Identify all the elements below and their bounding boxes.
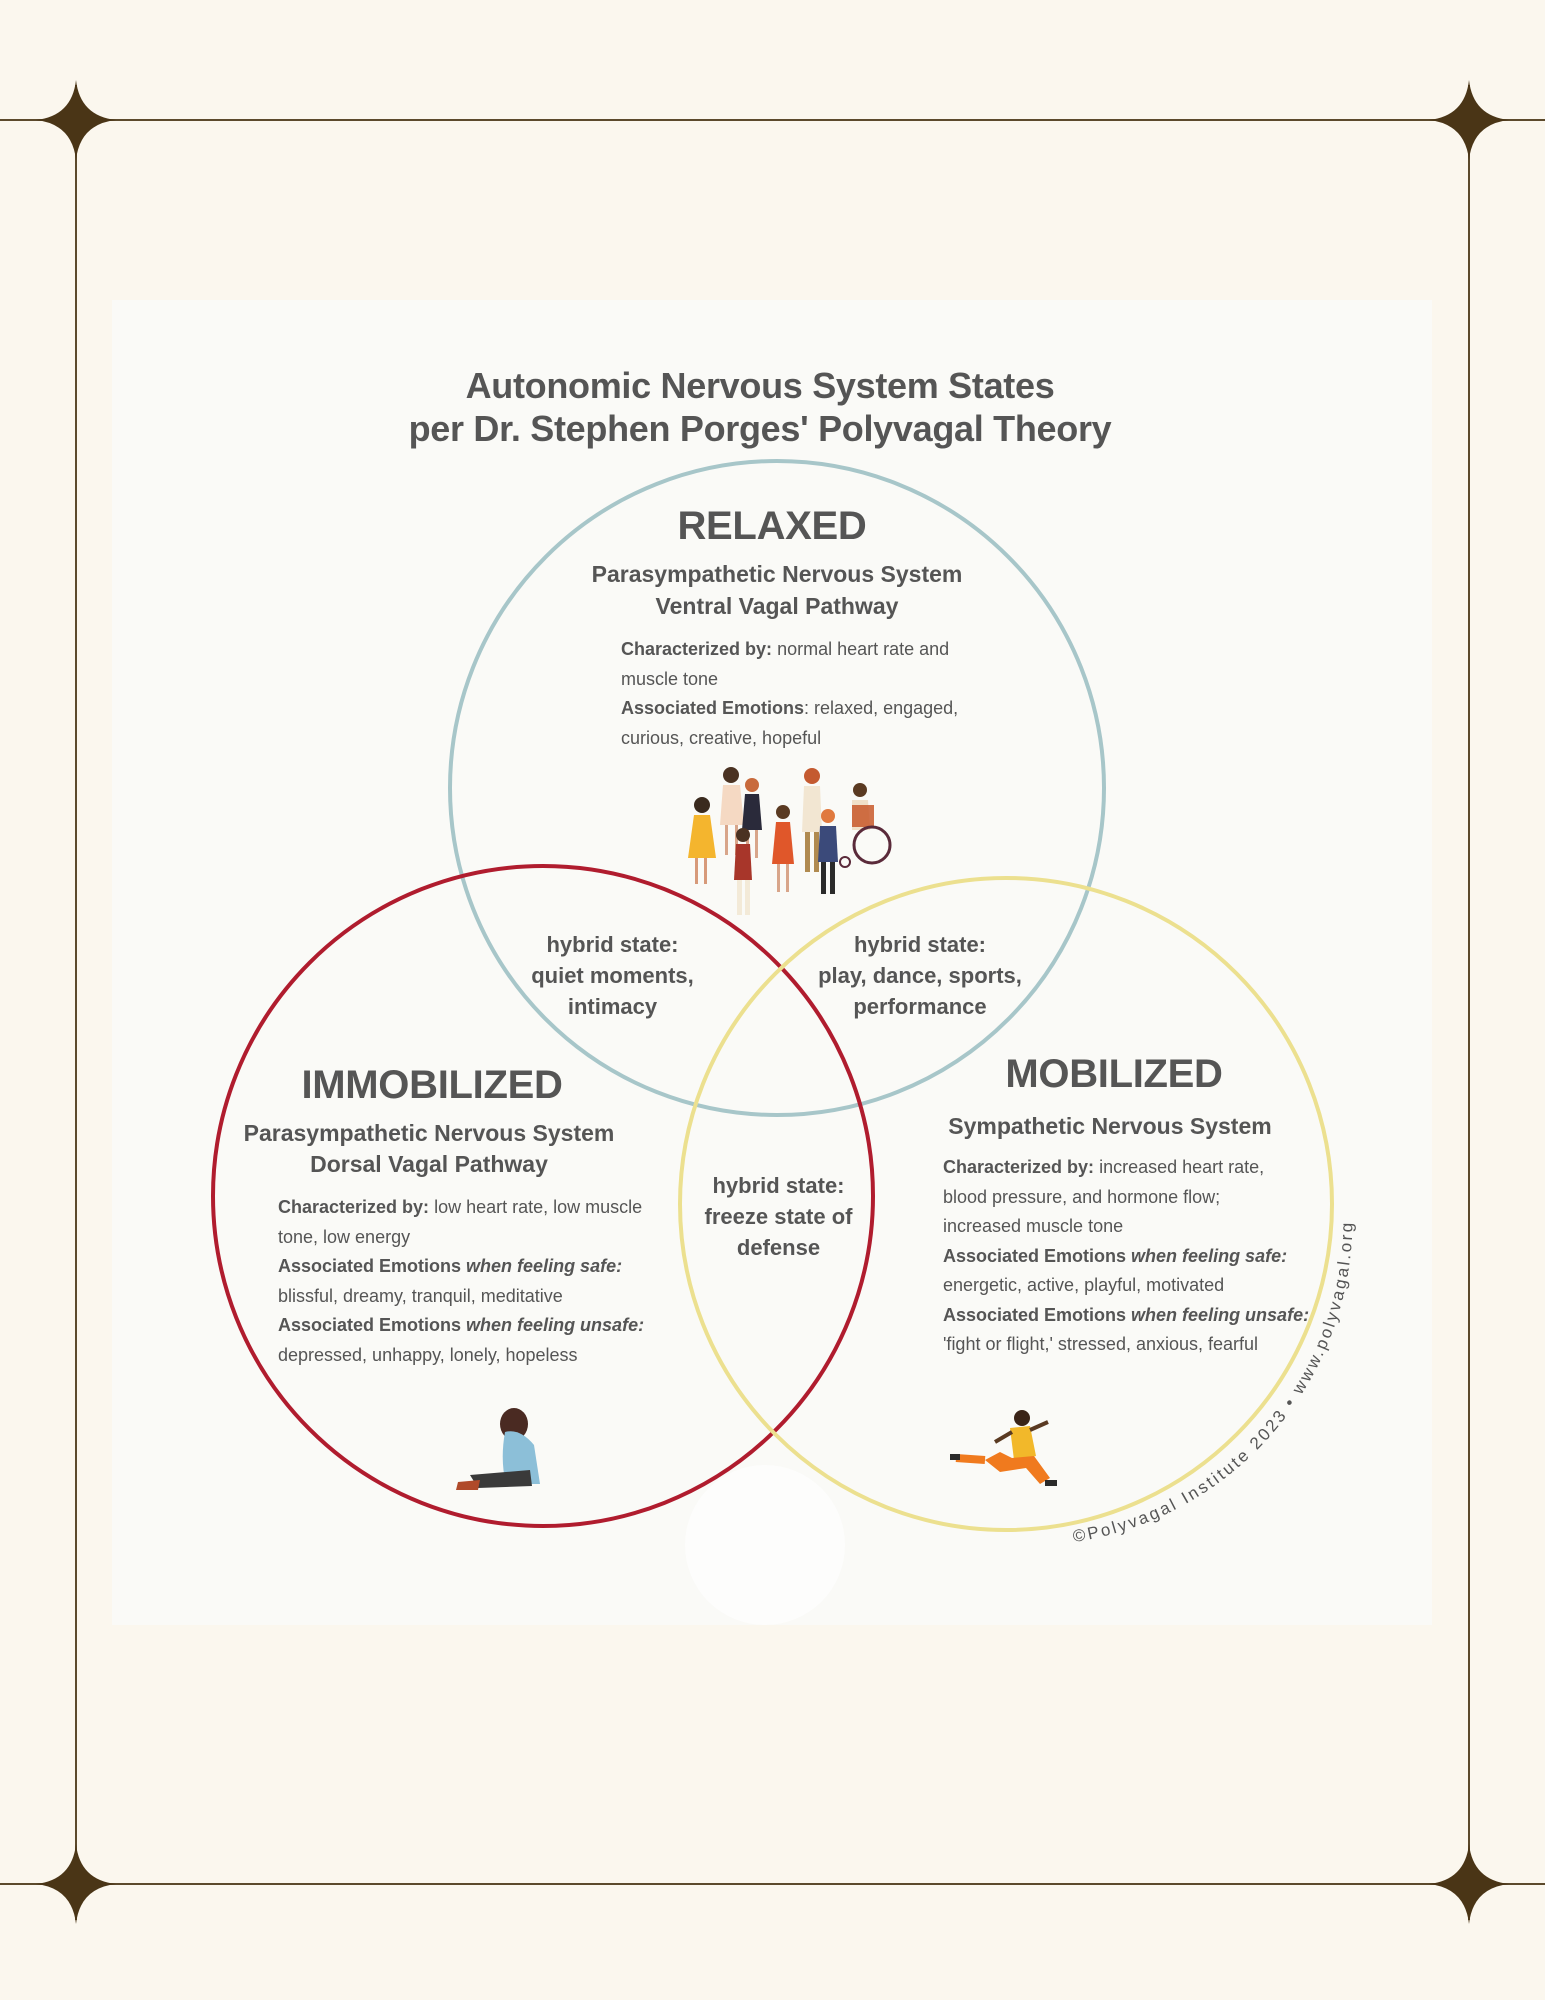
immobilized-emo-unsafe-text: depressed, unhappy, lonely, hopeless: [278, 1344, 578, 1365]
hybrid-bottom-line-1: hybrid state:: [712, 1173, 845, 1198]
mobilized-char-text-3: increased muscle tone: [943, 1216, 1124, 1236]
people-group-illustration: [688, 767, 890, 915]
hybrid-bottom: [676, 1170, 881, 1263]
mobilized-emo-unsafe-italic: when feeling unsafe:: [1131, 1304, 1310, 1325]
page-title-line-1: Autonomic Nervous System States: [465, 365, 1055, 406]
bottom-soft-glow: [685, 1465, 845, 1625]
relaxed-subtitle-2: Ventral Vagal Pathway: [655, 593, 899, 619]
immobilized-char-text-2: tone, low energy: [278, 1226, 411, 1247]
mobilized-emo-unsafe-text: 'fight or flight,' stressed, anxious, fearful: [943, 1334, 1259, 1354]
page-title-line-2: per Dr. Stephen Porges' Polyvagal Theory: [408, 408, 1112, 449]
hybrid-left: [500, 929, 725, 1022]
hybrid-bottom-line-3: defense: [736, 1235, 821, 1260]
relaxed-emo-label: Associated Emotions: [621, 698, 805, 718]
relaxed-description: [621, 635, 1001, 753]
immobilized-subtitle-1: Parasympathetic Nervous System: [243, 1120, 615, 1146]
hybrid-right: [800, 929, 1040, 1022]
mobilized-char-label: Characterized by:: [943, 1157, 1095, 1177]
immobilized-title: IMMOBILIZED: [301, 1063, 563, 1107]
hybrid-right-line-2: play, dance, sports,: [818, 963, 1022, 988]
copyright-textpath: ©Polyvagal Institute 2023 • www.polyvagal.org: [1071, 1220, 1357, 1547]
hybrid-left-line-2: quiet moments,: [531, 963, 694, 988]
mobilized-emo-unsafe-label: Associated Emotions: [943, 1304, 1132, 1325]
hybrid-left-line-3: intimacy: [567, 994, 658, 1019]
hybrid-right-line-1: hybrid state:: [853, 932, 987, 957]
immobilized-char-label: Characterized by:: [278, 1197, 430, 1217]
relaxed-title: RELAXED: [677, 504, 867, 548]
relaxed-emo-text-1: : relaxed, engaged,: [804, 698, 959, 718]
relaxed-char-label: Characterized by:: [621, 639, 773, 659]
running-person-illustration: [950, 1410, 1057, 1486]
mobilized-title: MOBILIZED: [1005, 1052, 1223, 1096]
mobilized-description: [943, 1153, 1343, 1360]
sitting-person-illustration: [456, 1408, 540, 1490]
immobilized-emo-unsafe-label: Associated Emotions: [278, 1315, 467, 1335]
relaxed-emo-text-2: curious, creative, hopeful: [621, 727, 822, 748]
mobilized-char-text-2: blood pressure, and hormone flow;: [943, 1186, 1221, 1207]
relaxed-subtitle-1: Parasympathetic Nervous System: [591, 561, 963, 587]
immobilized-emo-unsafe-italic: when feeling unsafe:: [466, 1315, 645, 1335]
immobilized-emo-safe-label: Associated Emotions: [278, 1256, 467, 1276]
mobilized-subtitle-1: Sympathetic Nervous System: [948, 1113, 1272, 1139]
mobilized-emo-safe-text: energetic, active, playful, motivated: [943, 1275, 1225, 1295]
immobilized-emo-safe-text: blissful, dreamy, tranquil, meditative: [278, 1285, 563, 1306]
hybrid-left-line-1: hybrid state:: [546, 932, 679, 957]
mobilized-emo-safe-italic: when feeling safe:: [1131, 1245, 1288, 1266]
immobilized-emo-safe-italic: when feeling safe:: [466, 1256, 623, 1276]
immobilized-subtitle-2: Dorsal Vagal Pathway: [310, 1151, 548, 1177]
mobilized-emo-safe-label: Associated Emotions: [943, 1245, 1132, 1266]
mobilized-char-text-1: increased heart rate,: [1094, 1157, 1265, 1177]
hybrid-right-line-3: performance: [853, 994, 987, 1019]
hybrid-bottom-line-2: freeze state of: [704, 1204, 853, 1229]
relaxed-char-text-2: muscle tone: [621, 668, 719, 689]
relaxed-char-text-1: normal heart rate and: [772, 639, 950, 659]
immobilized-char-text-1: low heart rate, low muscle: [429, 1197, 643, 1217]
immobilized-description: [278, 1193, 678, 1370]
